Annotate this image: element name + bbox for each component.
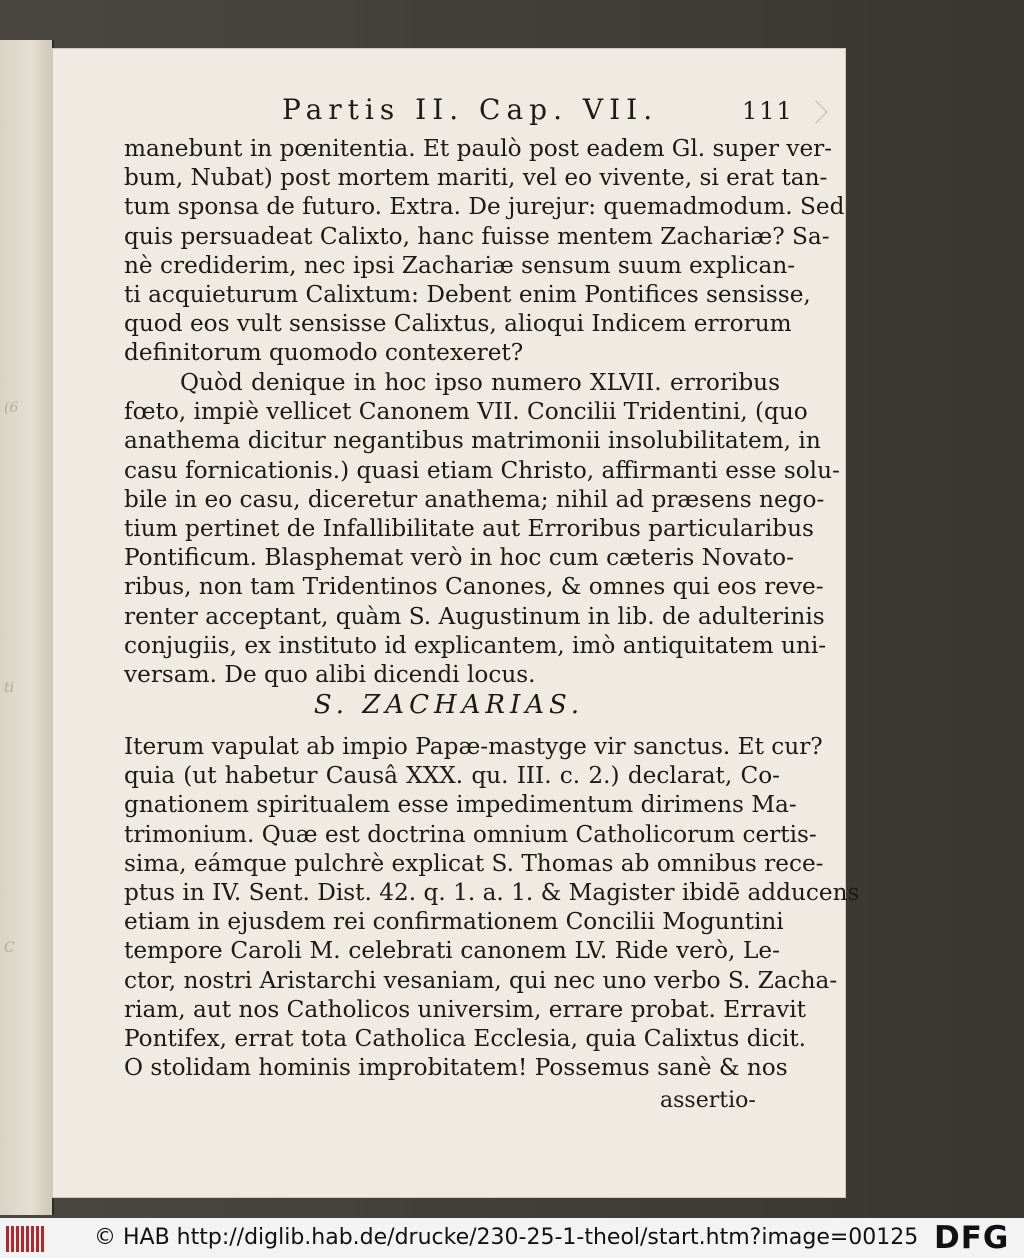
running-title: Partis II. Cap. VII. (282, 93, 659, 126)
text-line: definitorum quomodo contexeret? (124, 339, 524, 367)
paragraph-2 (124, 368, 840, 689)
text-line: versam. De quo alibi dicendi locus. (124, 661, 536, 689)
text-line: ptus in IV. Sent. Dist. 42. q. 1. a. 1. & Magister ibidē adducens (124, 879, 860, 907)
bleed-text: (6 (4, 400, 19, 416)
dfg-logo: DFG (934, 1220, 1010, 1256)
text-line: bile in eo casu, diceretur anathema; nihil ad præsens nego- (124, 485, 825, 513)
text-line: tempore Caroli M. celebrati canonem LV. Ride verò, Le- (124, 937, 780, 965)
text-line: O stolidam hominis improbitatem! Possemus sanè & nos (124, 1054, 788, 1082)
text-line: anathema dicitur negantibus matrimonii insolubilitatem, in (124, 427, 821, 455)
text-line: ctor, nostri Aristarchi vesaniam, qui nec uno verbo S. Zacha- (124, 966, 838, 994)
section-heading: S. ZACHARIAS. (313, 690, 585, 720)
viewer-footer (0, 1218, 1024, 1258)
text-line: quia (ut habetur Causâ XXX. qu. III. c. 2.) declarat, Co- (124, 762, 780, 790)
hab-logo-icon (6, 1226, 46, 1252)
text-line: Iterum vapulat ab impio Papæ-mastyge vir sanctus. Et cur? (124, 733, 823, 760)
text-line: bum, Nubat) post mortem mariti, vel eo vivente, si erat tan- (124, 164, 828, 192)
text-line: trimonium. Quæ est doctrina omnium Catholicorum certis- (124, 820, 817, 848)
bleed-text: C (4, 940, 15, 956)
catchword: assertio- (660, 1088, 756, 1113)
text-line: conjugiis, ex instituto id explicantem, imò antiquitatem uni- (124, 631, 827, 659)
text-line: etiam in ejusdem rei confirmationem Concilii Moguntini (124, 908, 784, 936)
previous-page-edge (0, 40, 54, 1215)
text-line: ti acquieturum Calixtum: Debent enim Pontifices sensisse, (124, 281, 811, 309)
paragraph-3 (124, 732, 860, 1082)
text-line: gnationem spiritualem esse impedimentum dirimens Ma- (124, 791, 797, 819)
text-line: fœto, impiè vellicet Canonem VII. Concilii Tridentini, (quo (124, 398, 808, 426)
text-line: sima, eámque pulchrè explicat S. Thomas ab omnibus rece- (124, 849, 824, 877)
bleed-text: ti (4, 680, 15, 696)
text-line: tium pertinet de Infallibilitate aut Erroribus particularibus (124, 515, 814, 543)
text-line: nè crediderim, nec ipsi Zachariæ sensum suum explican- (124, 251, 796, 279)
text-line: renter acceptant, quàm S. Augustinum in lib. de adulterinis (124, 602, 825, 630)
paragraph-1 (124, 134, 845, 368)
text-line: manebunt in pœnitentia. Et paulò post eadem Gl. super ver- (124, 135, 833, 162)
text-line: Quòd denique in hoc ipso numero XLVII. erroribus (180, 369, 780, 396)
text-line: riam, aut nos Catholicos universim, errare probat. Erravit (124, 995, 806, 1023)
page-number: 111 (742, 97, 794, 125)
text-line: Pontificum. Blasphemat verò in hoc cum cæteris Novato- (124, 544, 794, 572)
book-page (52, 48, 860, 1198)
text-line: ribus, non tam Tridentinos Canones, & omnes qui eos reve- (124, 573, 824, 601)
text-line: quod eos vult sensisse Calixtus, alioqui Indicem errorum (124, 310, 792, 338)
text-line: casu fornicationis.) quasi etiam Christo, affirmanti esse solu- (124, 456, 840, 484)
running-header (52, 93, 846, 133)
copyright-url[interactable]: © HAB http://diglib.hab.de/drucke/230-25-1-theol/start.htm?image=00125 (94, 1225, 919, 1250)
text-line: tum sponsa de futuro. Extra. De jurejur: quemadmodum. Sed (124, 193, 845, 221)
text-line: Pontifex, errat tota Catholica Ecclesia, quia Calixtus dicit. (124, 1025, 807, 1053)
text-line: quis persuadeat Calixto, hanc fuisse mentem Zachariæ? Sa- (124, 222, 830, 250)
